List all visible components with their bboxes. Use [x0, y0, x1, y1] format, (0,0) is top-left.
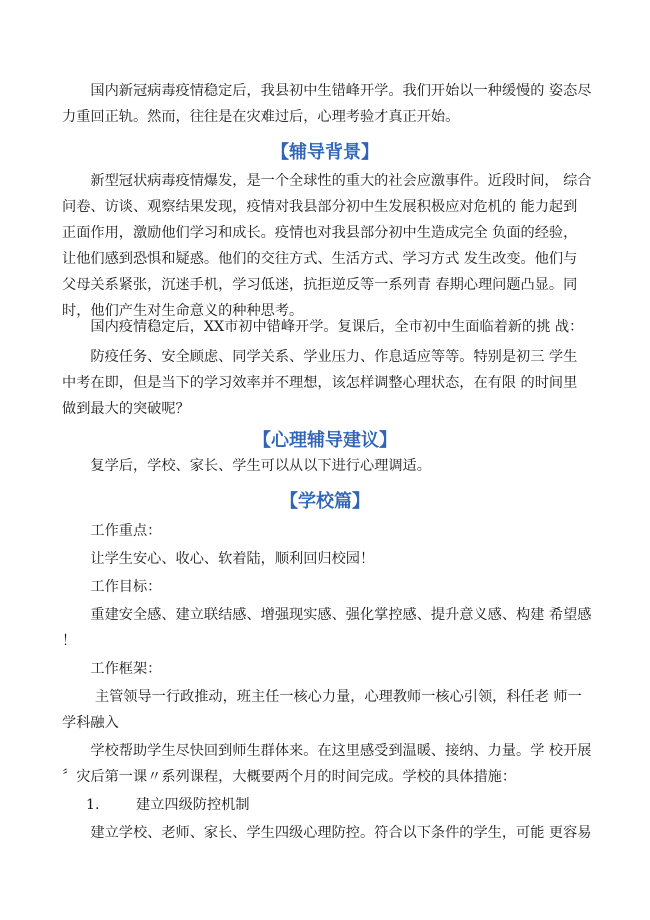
text-line: 正面作用，激励他们学习和成长。疫情也对我县部分初中生造成完全 负面的经验， — [62, 225, 578, 241]
focus-label — [62, 518, 592, 544]
advice-intro — [62, 453, 592, 479]
reopening-paragraph — [62, 314, 592, 340]
text-line: 建立学校、老师、家长、学生四级心理防控。符合以下条件的学生，可能 更容易 — [62, 825, 592, 841]
text-line: ！ — [62, 633, 77, 649]
heading-advice: 【心理辅导建议】 — [253, 430, 397, 451]
text-line: 学校帮助学生尽快回到师生群体来。在这里感受到温暖、接纳、力量。学 校开展 — [62, 743, 592, 759]
list-item-line — [62, 792, 592, 818]
goal-text — [62, 602, 592, 654]
intro-paragraph — [62, 78, 592, 130]
text-line: 时，他们产生对生命意义的种种思考。 — [62, 303, 304, 319]
text-line: 学科融入 — [62, 715, 119, 731]
list-number: 1. — [86, 797, 100, 813]
text-line: 国内疫情稳定后，XX市初中错峰开学。复课后，全市初中生面临着新的挑 战： — [62, 319, 584, 335]
heading-school: 【学校篇】 — [280, 491, 370, 512]
text-line: 〞灾后第一课〃系列课程，大概要两个月的时间完成。学校的具体措施： — [62, 769, 517, 785]
list-item-text: 建立四级防控机制 — [136, 797, 250, 813]
background-paragraph — [62, 168, 592, 324]
last-paragraph — [62, 820, 592, 846]
text-line: 工作重点： — [62, 523, 162, 539]
text-line: 让学生安心、收心、软着陆，顺利回归校园！ — [62, 551, 375, 567]
goal-label — [62, 574, 592, 600]
text-line: 工作目标： — [62, 579, 162, 595]
measures-paragraph — [62, 738, 592, 790]
text-line: 做到最大的突破呢？ — [62, 401, 190, 417]
text-line: 工作框架： — [62, 661, 162, 677]
text-line: 问卷、访谈、观察结果发现，疫情对我县部分初中生发展积极应对危机的 能力起到 — [62, 199, 578, 215]
framework-label — [62, 656, 592, 682]
text-line: 力重回正轨。然而，往往是在灾难过后，心理考验才真正开始。 — [62, 109, 460, 125]
text-line: 让他们感到恐惧和疑惑。他们的交往方式、生活方式、学习方式 发生改变。他们与 — [62, 251, 578, 267]
list-item — [62, 792, 592, 818]
framework-text — [62, 684, 592, 736]
text-line: 新型冠状病毒疫情爆发，是一个全球性的重大的社会应激事件。近段时间， 综合 — [62, 173, 592, 189]
text-line: 国内新冠病毒疫情稳定后，我县初中生错峰开学。我们开始以一种缓慢的 姿态尽 — [62, 83, 592, 99]
challenges-paragraph — [62, 344, 592, 422]
text-line: 中考在即，但是当下的学习效率并不理想，该怎样调整心理状态，在有限 的时间里 — [62, 375, 578, 391]
text-line: 复学后，学校、家长、学生可以从以下进行心理调适。 — [62, 458, 431, 474]
text-line: 防疫任务、安全顾虑、同学关系、学业压力、作息适应等等。特别是初三 学生 — [62, 349, 578, 365]
focus-text — [62, 546, 592, 572]
text-line: 主管领导一行政推动，班主任一核心力量，心理教师一核心引领，科任老 师一 — [62, 689, 582, 705]
text-line: 父母关系紧张，沉迷手机，学习低迷，抗拒逆反等一系列青 春期心理问题凸显。同 — [62, 277, 578, 293]
heading-background: 【辅导背景】 — [271, 142, 379, 163]
text-line: 重建安全感、建立联结感、增强现实感、强化掌控感、提升意义感、构建 希望感 — [62, 607, 592, 623]
